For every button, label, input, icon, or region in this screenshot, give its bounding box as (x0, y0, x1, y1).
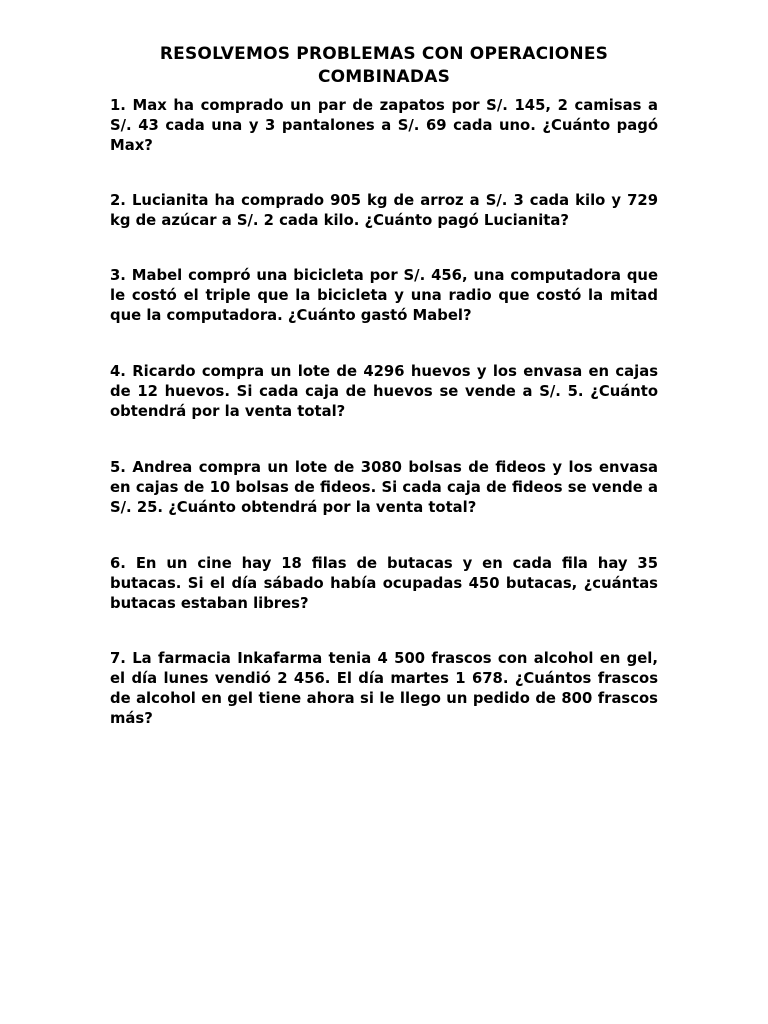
problem-4: 4. Ricardo compra un lote de 4296 huevos y los envasa en cajas de 12 huevos. Si cada caja de huevos se vende a S/. 5. ¿Cuánto obtendrá por la venta total? (110, 363, 658, 420)
problem-5: 5. Andrea compra un lote de 3080 bolsas de fideos y los envasa en cajas de 10 bolsas de fideos. Si cada caja de fideos se vende a S/. 25. ¿Cuánto obtendrá por la venta total? (110, 459, 658, 516)
problem-3: 3. Mabel compró una bicicleta por S/. 456, una computadora que le costó el triple que la bicicleta y una radio que costó la mitad que la computadora. ¿Cuánto gastó Mabel? (110, 267, 658, 324)
problem-list (110, 96, 658, 729)
problem-6: 6. En un cine hay 18 filas de butacas y en cada fila hay 35 butacas. Si el día sábado había ocupadas 450 butacas, ¿cuántas butacas estaban libres? (110, 555, 658, 612)
title-line-1: RESOLVEMOS PROBLEMAS CON OPERACIONES (159, 44, 609, 64)
problem-2: 2. Lucianita ha comprado 905 kg de arroz a S/. 3 cada kilo y 729 kg de azúcar a S/. 2 cada kilo. ¿Cuánto pagó Lucianita? (110, 192, 658, 229)
problem-7: 7. La farmacia Inkafarma tenia 4 500 frascos con alcohol en gel, el día lunes vendió 2 456. El día martes 1 678. ¿Cuántos frascos de alcohol en gel tiene ahora si le llego un pedido de 800 frascos más? (110, 650, 658, 727)
problem-1: 1. Max ha comprado un par de zapatos por S/. 145, 2 camisas a S/. 43 cada una y 3 pantalones a S/. 69 cada uno. ¿Cuánto pagó Max? (110, 97, 658, 154)
page-title (110, 43, 658, 89)
title-line-2: COMBINADAS (317, 67, 451, 87)
